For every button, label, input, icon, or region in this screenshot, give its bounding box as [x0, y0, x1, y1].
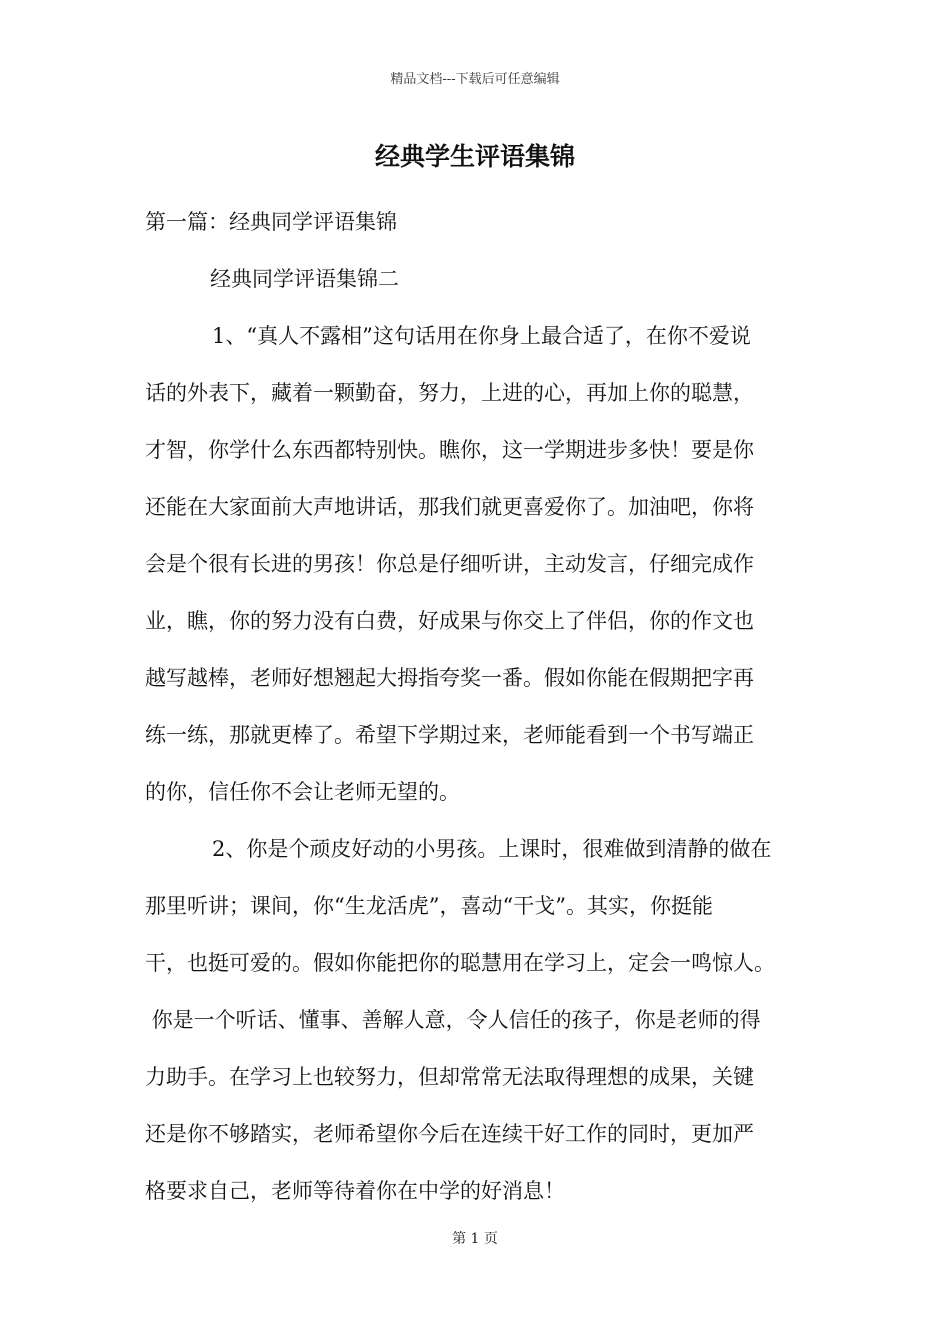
- paragraph-line: 会是个很有长进的男孩！你总是仔细听讲，主动发言，仔细完成作: [145, 552, 754, 576]
- subsection-heading: 经典同学评语集锦二: [210, 267, 399, 291]
- paragraph-line: 2、你是个顽皮好动的小男孩。上课时，很难做到清静的做在: [212, 837, 772, 861]
- paragraph-line: 的你，信任你不会让老师无望的。: [145, 780, 460, 804]
- paragraph-line: 话的外表下，藏着一颗勤奋，努力，上进的心，再加上你的聪慧，: [145, 381, 754, 405]
- page-number: 第 1 页: [452, 1231, 498, 1247]
- paragraph-line: 力助手。在学习上也较努力，但却常常无法取得理想的成果，关键: [145, 1065, 754, 1089]
- paragraph-line: 干，也挺可爱的。假如你能把你的聪慧用在学习上，定会一鸣惊人。: [145, 951, 775, 975]
- section-heading: 第一篇：经典同学评语集锦: [145, 210, 397, 234]
- paragraph-line: 你是一个听话、懂事、善解人意，令人信任的孩子，你是老师的得: [145, 1008, 761, 1032]
- page-header: 精品文档---下载后可任意编辑: [390, 72, 560, 87]
- paragraph-line: 1、“真人不露相”这句话用在你身上最合适了，在你不爱说: [212, 324, 751, 348]
- paragraph-line: 还是你不够踏实，老师希望你今后在连续干好工作的同时，更加严: [145, 1122, 754, 1146]
- paragraph-line: 业，瞧，你的努力没有白费，好成果与你交上了伴侣，你的作文也: [145, 609, 754, 633]
- paragraph-line: 越写越棒，老师好想翘起大拇指夸奖一番。假如你能在假期把字再: [145, 666, 754, 690]
- document-title: 经典学生评语集锦: [374, 142, 575, 171]
- paragraph-line: 练一练，那就更棒了。希望下学期过来，老师能看到一个书写端正: [145, 723, 754, 747]
- paragraph-line: 那里听讲；课间，你“生龙活虎”，喜动“干戈”。其实，你挺能: [145, 894, 713, 918]
- paragraph-line: 才智，你学什么东西都特别快。瞧你，这一学期进步多快！要是你: [145, 438, 754, 462]
- paragraph-line: 格要求自己，老师等待着你在中学的好消息！: [145, 1179, 565, 1203]
- paragraph-line: 还能在大家面前大声地讲话，那我们就更喜爱你了。加油吧，你将: [145, 495, 754, 519]
